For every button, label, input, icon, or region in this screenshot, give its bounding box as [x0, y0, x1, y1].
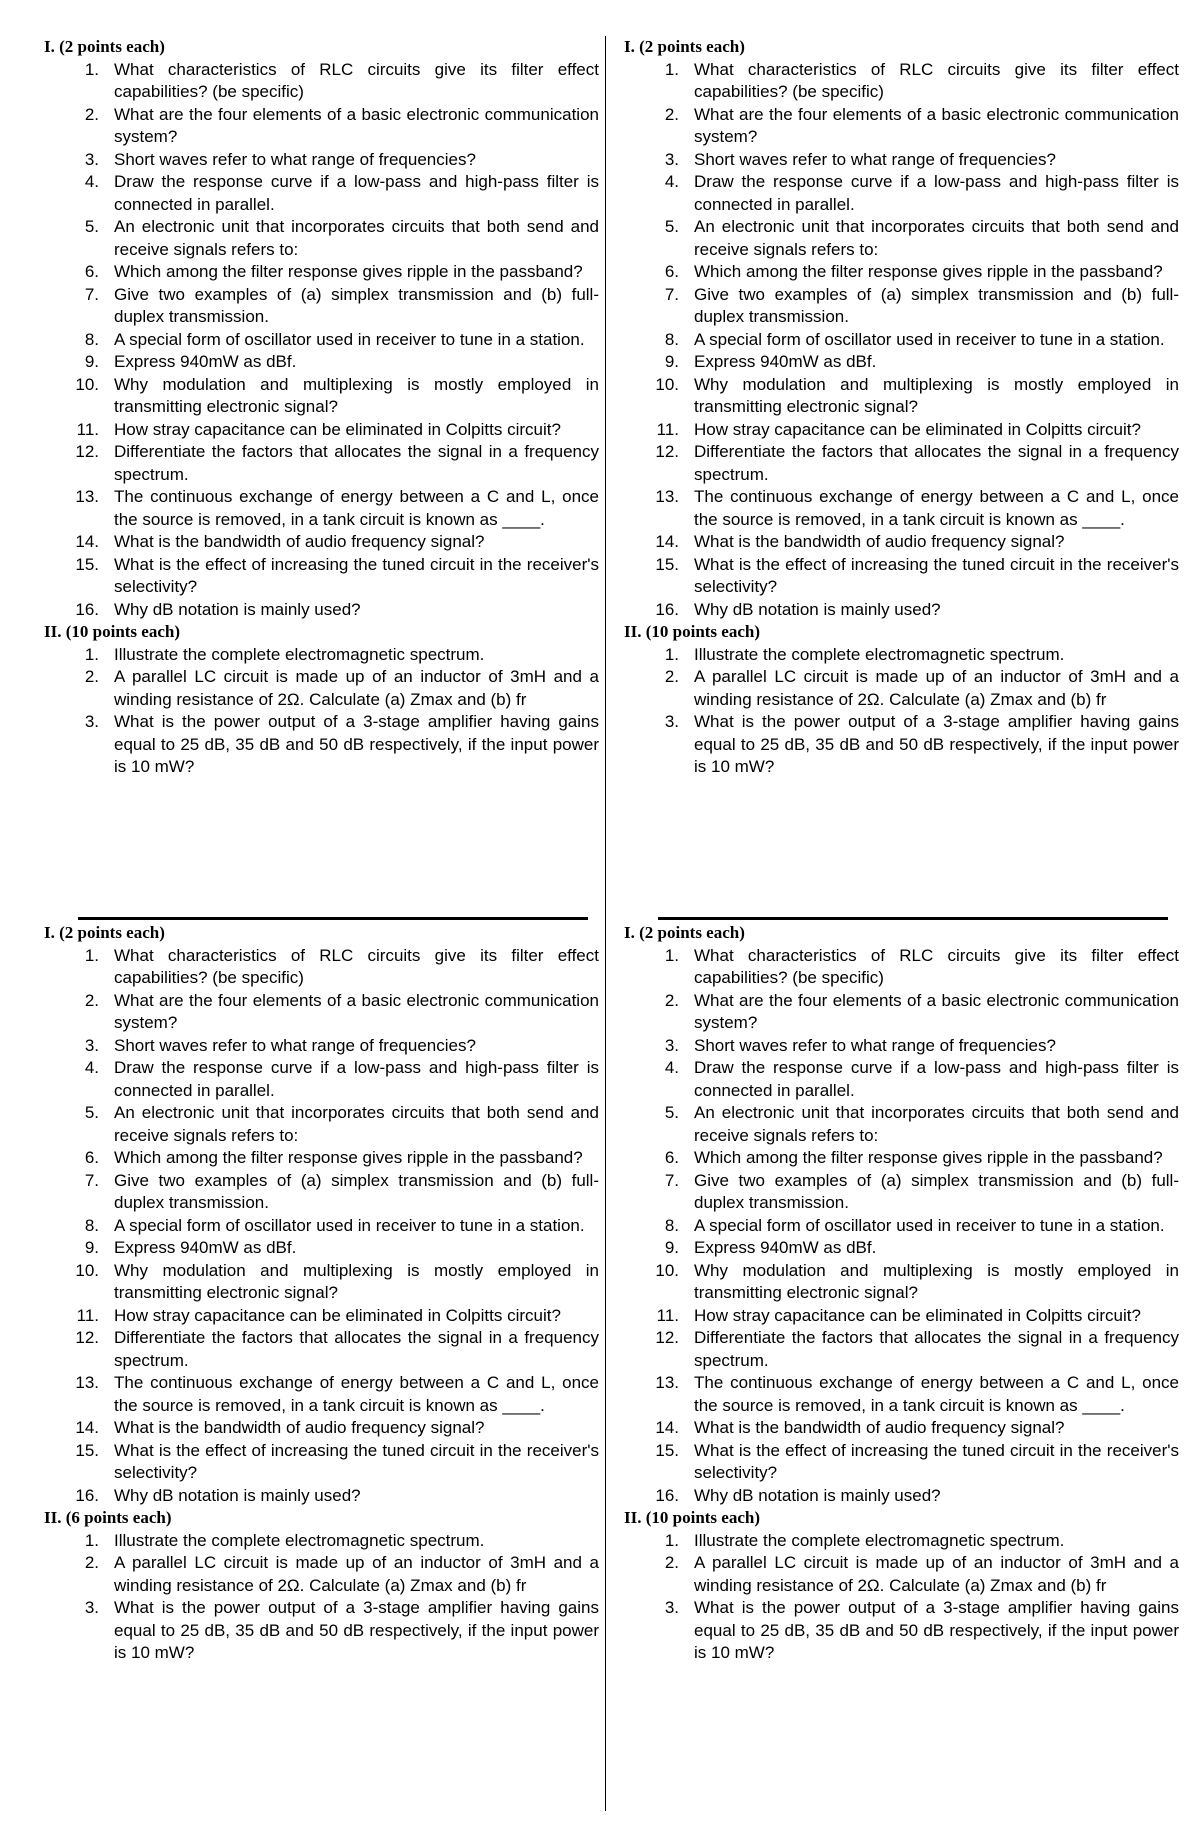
- question-item: [44, 1372, 599, 1417]
- question-text: What is the power output of a 3-stage amplifier having gains equal to 25 dB, 35 dB and 50 dB respectively, if the input power is 10 mW?: [114, 712, 599, 776]
- question-number: 8.: [664, 1215, 679, 1235]
- question-number: 3.: [84, 1598, 99, 1617]
- question-item: [624, 599, 1179, 622]
- question-number: 14.: [655, 1418, 679, 1437]
- question-number: 5.: [84, 217, 99, 236]
- question-text: How stray capacitance can be eliminated in Colpitts circuit?: [114, 1305, 561, 1325]
- question-number: 4.: [84, 172, 99, 191]
- question-number: 7.: [664, 1170, 679, 1190]
- question-item: [624, 1035, 1179, 1058]
- question-text: An electronic unit that incorporates circuits that both send and receive signals refers to:: [114, 1103, 599, 1145]
- question-text: Give two examples of (a) simplex transmission and (b) full-duplex transmission.: [694, 284, 1179, 326]
- question-number: 14.: [75, 532, 99, 551]
- question-number: 11.: [76, 1305, 99, 1325]
- question-number: 3.: [664, 712, 679, 731]
- question-item: [624, 1485, 1179, 1508]
- quiz-top-right: [624, 36, 1179, 921]
- part1-heading: I. (2 points each): [624, 37, 745, 56]
- question-text: What is the bandwidth of audio frequency signal?: [694, 532, 1065, 551]
- question-number: 6.: [664, 1148, 679, 1167]
- question-item: [624, 1552, 1179, 1597]
- question-text: Express 940mW as dBf.: [694, 352, 877, 371]
- question-item: [44, 1147, 599, 1170]
- question-item: [624, 351, 1179, 374]
- question-text: The continuous exchange of energy between a C and L, once the source is removed, in a tank circuit is known as ____.: [114, 1373, 599, 1415]
- question-text: Draw the response curve if a low-pass and high-pass filter is connected in parallel.: [114, 172, 599, 214]
- question-number: 8.: [84, 329, 99, 349]
- question-item: [44, 1237, 599, 1260]
- question-item: [624, 1057, 1179, 1102]
- question-item: [44, 374, 599, 419]
- question-item: [624, 1170, 1179, 1215]
- question-number: 1.: [84, 945, 99, 965]
- question-number: 1.: [84, 59, 99, 79]
- question-number: 1.: [664, 59, 679, 79]
- question-item: [44, 644, 599, 667]
- question-item: [44, 104, 599, 149]
- question-number: 15.: [655, 554, 679, 574]
- question-text: Which among the filter response gives ripple in the passband?: [114, 1148, 583, 1167]
- question-text: Why modulation and multiplexing is mostly employed in transmitting electronic signal?: [694, 374, 1179, 416]
- part1-question-list: [44, 59, 599, 622]
- question-item: [44, 1170, 599, 1215]
- part1-question-list: [624, 59, 1179, 622]
- question-text: The continuous exchange of energy between a C and L, once the source is removed, in a tank circuit is known as ____.: [694, 487, 1179, 529]
- part2-question-list: [624, 1530, 1179, 1665]
- question-item: [44, 945, 599, 990]
- question-item: [44, 554, 599, 599]
- question-number: 6.: [84, 1148, 99, 1167]
- question-text: An electronic unit that incorporates circuits that both send and receive signals refers to:: [694, 1103, 1179, 1145]
- question-item: [44, 1057, 599, 1102]
- question-number: 14.: [655, 532, 679, 551]
- question-item: [44, 1327, 599, 1372]
- question-number: 12.: [655, 442, 679, 461]
- question-item: [624, 216, 1179, 261]
- question-number: 16.: [75, 599, 99, 619]
- question-item: [624, 419, 1179, 442]
- question-item: [624, 1327, 1179, 1372]
- question-text: Differentiate the factors that allocates the signal in a frequency spectrum.: [694, 1328, 1179, 1370]
- question-number: 11.: [656, 1305, 679, 1325]
- question-text: Draw the response curve if a low-pass and high-pass filter is connected in parallel.: [694, 172, 1179, 214]
- quiz-bottom-right: [624, 922, 1179, 1807]
- question-item: [44, 1035, 599, 1058]
- question-number: 8.: [664, 329, 679, 349]
- question-item: [44, 149, 599, 172]
- question-item: [44, 59, 599, 104]
- question-number: 2.: [664, 1553, 679, 1572]
- question-text: What is the bandwidth of audio frequency signal?: [114, 1418, 485, 1437]
- question-text: An electronic unit that incorporates circuits that both send and receive signals refers to:: [114, 217, 599, 259]
- question-text: Short waves refer to what range of frequencies?: [114, 149, 476, 169]
- question-item: [624, 329, 1179, 352]
- question-number: 10.: [75, 374, 99, 394]
- question-text: Give two examples of (a) simplex transmission and (b) full-duplex transmission.: [114, 284, 599, 326]
- question-text: Why modulation and multiplexing is mostly employed in transmitting electronic signal?: [694, 1260, 1179, 1302]
- question-number: 8.: [84, 1215, 99, 1235]
- question-number: 7.: [84, 1170, 99, 1190]
- question-text: A special form of oscillator used in receiver to tune in a station.: [694, 1215, 1165, 1235]
- part2-heading: II. (10 points each): [44, 622, 181, 641]
- question-item: [44, 1215, 599, 1238]
- question-number: 2.: [84, 667, 99, 686]
- question-text: What are the four elements of a basic electronic communication system?: [114, 104, 599, 146]
- question-text: Give two examples of (a) simplex transmission and (b) full-duplex transmission.: [694, 1170, 1179, 1212]
- question-text: Why dB notation is mainly used?: [694, 599, 941, 619]
- question-number: 14.: [75, 1418, 99, 1437]
- question-item: [44, 284, 599, 329]
- question-number: 13.: [655, 1373, 679, 1392]
- question-text: Short waves refer to what range of frequencies?: [694, 149, 1056, 169]
- question-item: [624, 554, 1179, 599]
- question-number: 1.: [664, 1530, 679, 1550]
- question-text: A parallel LC circuit is made up of an inductor of 3mH and a winding resistance of 2Ω. Calculate (a) Zmax and (b) fr: [694, 667, 1179, 709]
- question-number: 1.: [664, 945, 679, 965]
- question-item: [44, 216, 599, 261]
- question-text: Illustrate the complete electromagnetic spectrum.: [114, 1530, 485, 1550]
- question-text: What characteristics of RLC circuits give its filter effect capabilities? (be specific): [694, 59, 1179, 101]
- part2-question-list: [624, 644, 1179, 779]
- question-number: 2.: [664, 104, 679, 124]
- question-text: Illustrate the complete electromagnetic spectrum.: [114, 644, 485, 664]
- question-text: The continuous exchange of energy between a C and L, once the source is removed, in a tank circuit is known as ____.: [694, 1373, 1179, 1415]
- question-text: Draw the response curve if a low-pass and high-pass filter is connected in parallel.: [694, 1058, 1179, 1100]
- question-item: [624, 261, 1179, 284]
- question-item: [624, 1237, 1179, 1260]
- question-number: 15.: [655, 1440, 679, 1460]
- question-item: [624, 284, 1179, 329]
- question-text: Short waves refer to what range of frequencies?: [694, 1035, 1056, 1055]
- question-number: 3.: [664, 1035, 679, 1055]
- vertical-divider: [605, 36, 606, 1811]
- question-item: [44, 419, 599, 442]
- part2-heading: II. (10 points each): [624, 622, 761, 641]
- question-item: [44, 1417, 599, 1440]
- question-text: Draw the response curve if a low-pass and high-pass filter is connected in parallel.: [114, 1058, 599, 1100]
- question-item: [624, 104, 1179, 149]
- question-item: [624, 149, 1179, 172]
- question-number: 1.: [664, 644, 679, 664]
- question-item: [624, 1147, 1179, 1170]
- question-item: [44, 1597, 599, 1665]
- question-item: [624, 1530, 1179, 1553]
- question-number: 2.: [664, 667, 679, 686]
- question-text: What is the bandwidth of audio frequency signal?: [114, 532, 485, 551]
- question-number: 4.: [664, 1058, 679, 1077]
- question-number: 2.: [84, 104, 99, 124]
- question-number: 2.: [664, 990, 679, 1010]
- question-number: 15.: [75, 554, 99, 574]
- question-text: What characteristics of RLC circuits give its filter effect capabilities? (be specific): [694, 945, 1179, 987]
- question-text: Express 940mW as dBf.: [114, 1238, 297, 1257]
- part2-question-list: [44, 1530, 599, 1665]
- question-number: 3.: [664, 149, 679, 169]
- question-text: Why modulation and multiplexing is mostly employed in transmitting electronic signal?: [114, 374, 599, 416]
- question-item: [44, 351, 599, 374]
- question-text: Why dB notation is mainly used?: [114, 599, 361, 619]
- question-item: [624, 666, 1179, 711]
- question-text: How stray capacitance can be eliminated in Colpitts circuit?: [114, 419, 561, 439]
- question-item: [624, 990, 1179, 1035]
- question-item: [44, 486, 599, 531]
- question-number: 9.: [84, 352, 99, 371]
- question-item: [44, 1102, 599, 1147]
- quiz-top-left: [44, 36, 599, 921]
- question-text: What characteristics of RLC circuits give its filter effect capabilities? (be specific): [114, 59, 599, 101]
- question-text: What is the bandwidth of audio frequency signal?: [694, 1418, 1065, 1437]
- question-number: 16.: [655, 1485, 679, 1505]
- question-number: 1.: [84, 644, 99, 664]
- question-number: 3.: [84, 1035, 99, 1055]
- question-item: [624, 1440, 1179, 1485]
- question-text: Why dB notation is mainly used?: [694, 1485, 941, 1505]
- question-item: [624, 531, 1179, 554]
- part1-heading: I. (2 points each): [44, 923, 165, 942]
- question-item: [624, 1417, 1179, 1440]
- part2-question-list: [44, 644, 599, 779]
- question-item: [624, 1597, 1179, 1665]
- question-number: 6.: [84, 262, 99, 281]
- quiz-bottom-left: [44, 922, 599, 1807]
- question-text: Differentiate the factors that allocates the signal in a frequency spectrum.: [694, 442, 1179, 484]
- question-number: 7.: [84, 284, 99, 304]
- question-number: 11.: [76, 419, 99, 439]
- part1-heading: I. (2 points each): [624, 923, 745, 942]
- part1-heading: I. (2 points each): [44, 37, 165, 56]
- question-text: Which among the filter response gives ripple in the passband?: [114, 262, 583, 281]
- question-number: 2.: [84, 990, 99, 1010]
- question-text: A parallel LC circuit is made up of an inductor of 3mH and a winding resistance of 2Ω. Calculate (a) Zmax and (b) fr: [114, 667, 599, 709]
- question-item: [44, 990, 599, 1035]
- question-text: Differentiate the factors that allocates the signal in a frequency spectrum.: [114, 442, 599, 484]
- question-item: [44, 531, 599, 554]
- question-number: 16.: [75, 1485, 99, 1505]
- question-text: Express 940mW as dBf.: [114, 352, 297, 371]
- question-text: What are the four elements of a basic electronic communication system?: [694, 990, 1179, 1032]
- question-item: [624, 1305, 1179, 1328]
- question-text: What is the effect of increasing the tuned circuit in the receiver's selectivity?: [694, 1440, 1179, 1482]
- question-text: A special form of oscillator used in receiver to tune in a station.: [114, 329, 585, 349]
- question-number: 13.: [655, 487, 679, 506]
- question-number: 2.: [84, 1553, 99, 1572]
- question-number: 11.: [656, 419, 679, 439]
- question-text: A parallel LC circuit is made up of an inductor of 3mH and a winding resistance of 2Ω. Calculate (a) Zmax and (b) fr: [114, 1553, 599, 1595]
- question-item: [624, 486, 1179, 531]
- part1-question-list: [624, 945, 1179, 1508]
- question-item: [44, 261, 599, 284]
- question-number: 6.: [664, 262, 679, 281]
- question-item: [44, 666, 599, 711]
- question-number: 16.: [655, 599, 679, 619]
- question-text: What characteristics of RLC circuits give its filter effect capabilities? (be specific): [114, 945, 599, 987]
- question-number: 1.: [84, 1530, 99, 1550]
- question-number: 5.: [84, 1103, 99, 1122]
- question-item: [44, 1260, 599, 1305]
- question-text: What are the four elements of a basic electronic communication system?: [694, 104, 1179, 146]
- question-text: Differentiate the factors that allocates the signal in a frequency spectrum.: [114, 1328, 599, 1370]
- question-text: How stray capacitance can be eliminated in Colpitts circuit?: [694, 419, 1141, 439]
- question-number: 10.: [655, 1260, 679, 1280]
- question-item: [44, 711, 599, 779]
- question-text: What is the effect of increasing the tuned circuit in the receiver's selectivity?: [114, 1440, 599, 1482]
- question-number: 9.: [84, 1238, 99, 1257]
- question-text: Why dB notation is mainly used?: [114, 1485, 361, 1505]
- part1-question-list: [44, 945, 599, 1508]
- question-number: 4.: [84, 1058, 99, 1077]
- question-number: 7.: [664, 284, 679, 304]
- question-item: [44, 1530, 599, 1553]
- question-item: [624, 59, 1179, 104]
- question-item: [624, 1102, 1179, 1147]
- question-text: Which among the filter response gives ripple in the passband?: [694, 262, 1163, 281]
- question-item: [44, 329, 599, 352]
- question-number: 13.: [75, 1373, 99, 1392]
- question-text: Give two examples of (a) simplex transmission and (b) full-duplex transmission.: [114, 1170, 599, 1212]
- question-number: 10.: [75, 1260, 99, 1280]
- question-item: [44, 441, 599, 486]
- question-text: A special form of oscillator used in receiver to tune in a station.: [694, 329, 1165, 349]
- question-number: 5.: [664, 217, 679, 236]
- question-item: [624, 945, 1179, 990]
- question-text: Express 940mW as dBf.: [694, 1238, 877, 1257]
- question-text: An electronic unit that incorporates circuits that both send and receive signals refers to:: [694, 217, 1179, 259]
- question-text: How stray capacitance can be eliminated in Colpitts circuit?: [694, 1305, 1141, 1325]
- question-text: What are the four elements of a basic electronic communication system?: [114, 990, 599, 1032]
- question-item: [624, 441, 1179, 486]
- question-text: A special form of oscillator used in receiver to tune in a station.: [114, 1215, 585, 1235]
- question-item: [624, 1260, 1179, 1305]
- question-number: 10.: [655, 374, 679, 394]
- question-item: [624, 171, 1179, 216]
- question-number: 12.: [75, 1328, 99, 1347]
- question-item: [44, 1485, 599, 1508]
- question-number: 5.: [664, 1103, 679, 1122]
- question-item: [624, 644, 1179, 667]
- question-item: [44, 1440, 599, 1485]
- question-text: What is the effect of increasing the tuned circuit in the receiver's selectivity?: [114, 554, 599, 596]
- question-text: What is the power output of a 3-stage amplifier having gains equal to 25 dB, 35 dB and 50 dB respectively, if the input power is 10 mW?: [694, 1598, 1179, 1662]
- question-number: 9.: [664, 1238, 679, 1257]
- question-text: A parallel LC circuit is made up of an inductor of 3mH and a winding resistance of 2Ω. Calculate (a) Zmax and (b) fr: [694, 1553, 1179, 1595]
- question-number: 3.: [664, 1598, 679, 1617]
- part2-heading: II. (10 points each): [624, 1508, 761, 1527]
- question-item: [44, 171, 599, 216]
- question-number: 3.: [84, 712, 99, 731]
- question-number: 15.: [75, 1440, 99, 1460]
- question-text: Short waves refer to what range of frequencies?: [114, 1035, 476, 1055]
- question-item: [624, 1372, 1179, 1417]
- question-number: 12.: [655, 1328, 679, 1347]
- question-text: What is the power output of a 3-stage amplifier having gains equal to 25 dB, 35 dB and 50 dB respectively, if the input power is 10 mW?: [114, 1598, 599, 1662]
- question-text: What is the power output of a 3-stage amplifier having gains equal to 25 dB, 35 dB and 50 dB respectively, if the input power is 10 mW?: [694, 712, 1179, 776]
- question-number: 4.: [664, 172, 679, 191]
- question-item: [624, 711, 1179, 779]
- question-item: [624, 374, 1179, 419]
- question-text: The continuous exchange of energy between a C and L, once the source is removed, in a tank circuit is known as ____.: [114, 487, 599, 529]
- part2-heading: II. (6 points each): [44, 1508, 172, 1527]
- question-text: What is the effect of increasing the tuned circuit in the receiver's selectivity?: [694, 554, 1179, 596]
- question-item: [44, 599, 599, 622]
- question-number: 13.: [75, 487, 99, 506]
- question-number: 12.: [75, 442, 99, 461]
- question-text: Which among the filter response gives ripple in the passband?: [694, 1148, 1163, 1167]
- question-number: 9.: [664, 352, 679, 371]
- question-text: Illustrate the complete electromagnetic spectrum.: [694, 644, 1065, 664]
- question-text: Illustrate the complete electromagnetic spectrum.: [694, 1530, 1065, 1550]
- question-item: [44, 1552, 599, 1597]
- question-item: [44, 1305, 599, 1328]
- question-text: Why modulation and multiplexing is mostly employed in transmitting electronic signal?: [114, 1260, 599, 1302]
- question-number: 3.: [84, 149, 99, 169]
- question-item: [624, 1215, 1179, 1238]
